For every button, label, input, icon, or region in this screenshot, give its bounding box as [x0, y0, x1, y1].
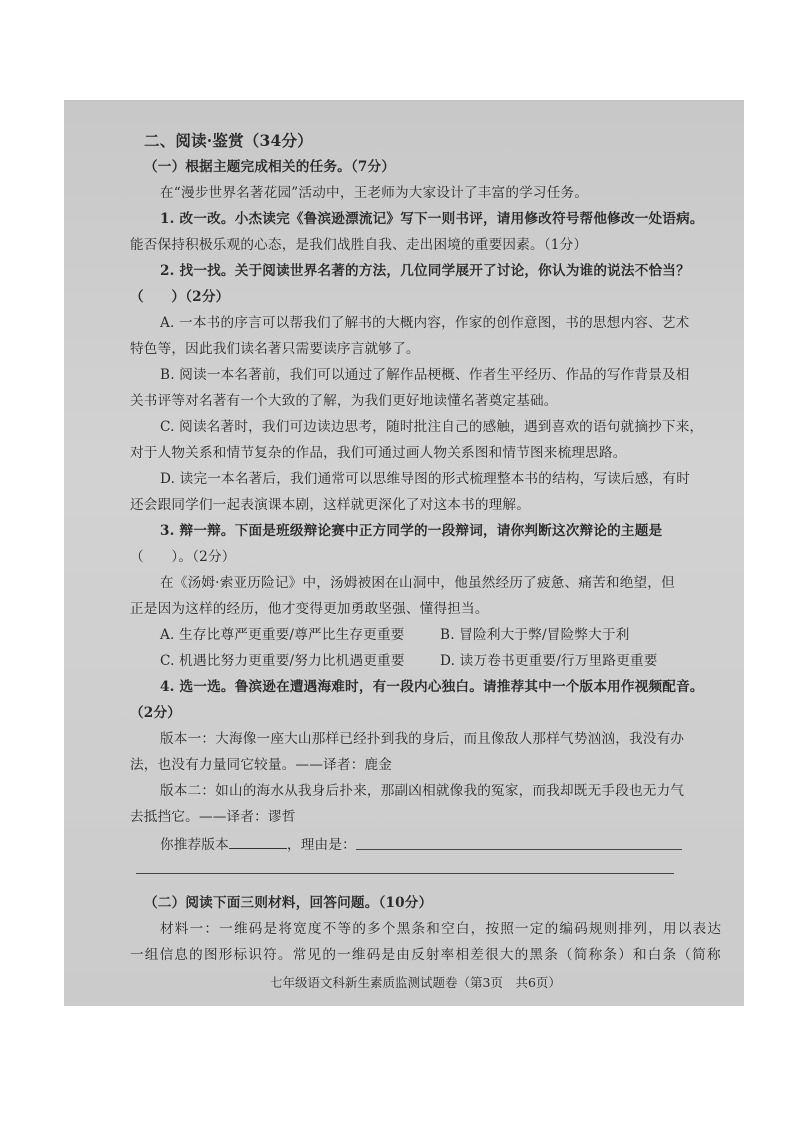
q2-option-a-line2: 特色等，因此我们读名著只需要读序言就够了。 — [130, 341, 420, 357]
q4-recommend-prefix: 你推荐版本 — [160, 837, 229, 853]
q4-version2-line1: 版本二：如山的海水从我身后扑来，那副凶相就像我的冤家，而我却既无手段也无力气 — [160, 783, 685, 799]
q4-recommend-reason: ，理由是： — [286, 837, 356, 853]
q3-option-d: D. 读万卷书更重要/行万里路更重要 — [440, 653, 658, 669]
q2-option-c-line1: C. 阅读名著时，我们可边读边思考，随时批注自己的感触，遇到喜欢的语句就摘抄下来， — [160, 419, 704, 435]
page-footer: 七年级语文科新生素质监测试题卷（第3页 共6页） — [270, 975, 561, 990]
q3-option-c: C. 机遇比努力更重要/努力比机遇更重要 — [160, 653, 405, 669]
part1-intro: 在“漫步世界名著花园”活动中，王老师为大家设计了丰富的学习任务。 — [160, 185, 589, 201]
q2-option-d-line2: 还会跟同学们一起表演课本剧，这样就更深化了对这本书的理解。 — [130, 497, 531, 513]
q2-option-c-line2: 对于人物关系和情节复杂的作品，我们可通过画人物关系图和情节图来梳理思路。 — [130, 445, 627, 461]
q2-option-b-line2: 关书评等对名著有一个大致的了解，为我们更好地读懂名著奠定基础。 — [130, 393, 558, 409]
q3-option-a: A. 生存比尊严更重要/尊严比生存更重要 — [160, 627, 405, 643]
material1-line1: 材料一：一维码是将宽度不等的多个黑条和空白，按照一定的编码规则排列，用以表达 — [160, 921, 723, 937]
q4-version1-line2: 法，也没有力量同它较量。——译者：鹿金 — [130, 757, 393, 773]
section-heading: 二、阅读·鉴赏（34分） — [144, 131, 313, 150]
reason-answer-line-1[interactable] — [356, 849, 682, 850]
q3-passage-line2: 正是因为这样的经历，他才变得更加勇敢坚强、懂得担当。 — [130, 601, 489, 617]
reason-answer-line-2[interactable] — [136, 873, 674, 874]
q1-stem: 1. 改一改。小杰读完《鲁滨逊漂流记》写下一则书评，请用修改符号帮他修改一处语病。 — [160, 211, 704, 227]
q2-stem-line1: 2. 找一找。关于阅读世界名著的方法，几位同学展开了讨论，你认为谁的说法不恰当？ — [160, 263, 690, 279]
q2-stem-line2: （ ）（2分） — [130, 289, 230, 305]
exam-content — [64, 100, 744, 1006]
material1-line2: 一组信息的图形标识符。常见的一维码是由反射率相差很大的黑条（简称条）和白条（简称 — [130, 947, 722, 963]
q1-text: 能否保持积极乐观的心态，是我们战胜自我、走出困境的重要因素。（1分） — [130, 237, 588, 253]
q3-stem-line2: （ ）。（2分） — [130, 549, 236, 565]
q4-recommend-line — [160, 834, 356, 854]
q4-version1-line1: 版本一：大海像一座大山那样已经扑到我的身后，而且像敌人那样气势汹汹，我没有办 — [160, 731, 685, 747]
q4-version2-line2: 去抵挡它。——译者：谬哲 — [130, 809, 296, 825]
q4-stem-line1: 4. 选一选。鲁滨逊在遭遇海难时，有一段内心独白。请推荐其中一个版本用作视频配音。 — [160, 679, 704, 695]
q2-option-a-line1: A. 一本书的序言可以帮我们了解书的大概内容，作家的创作意图，书的思想内容、艺术 — [160, 315, 690, 331]
exam-page — [64, 100, 744, 1006]
part1-heading: （一）根据主题完成相关的任务。（7分） — [144, 159, 396, 175]
q2-option-b-line1: B. 阅读一本名著前，我们可以通过了解作品梗概、作者生平经历、作品的写作背景及相 — [160, 367, 690, 383]
q3-option-b: B. 冒险利大于弊/冒险弊大于利 — [440, 627, 630, 643]
part2-heading: （二）阅读下面三则材料，回答问题。（10分） — [144, 895, 433, 911]
q3-passage-line1: 在《汤姆·索亚历险记》中，汤姆被困在山洞中，他虽然经历了疲惫、痛苦和绝望，但 — [160, 575, 675, 591]
q4-stem-line2: （2分） — [130, 705, 182, 721]
q3-stem-line1: 3. 辩一辩。下面是班级辩论赛中正方同学的一段辩词，请你判断这次辩论的主题是 — [160, 523, 663, 539]
q2-option-d-line1: D. 读完一本名著后，我们通常可以思维导图的形式梳理整本书的结构，写读后感，有时 — [160, 471, 691, 487]
version-answer-blank[interactable] — [229, 834, 287, 849]
